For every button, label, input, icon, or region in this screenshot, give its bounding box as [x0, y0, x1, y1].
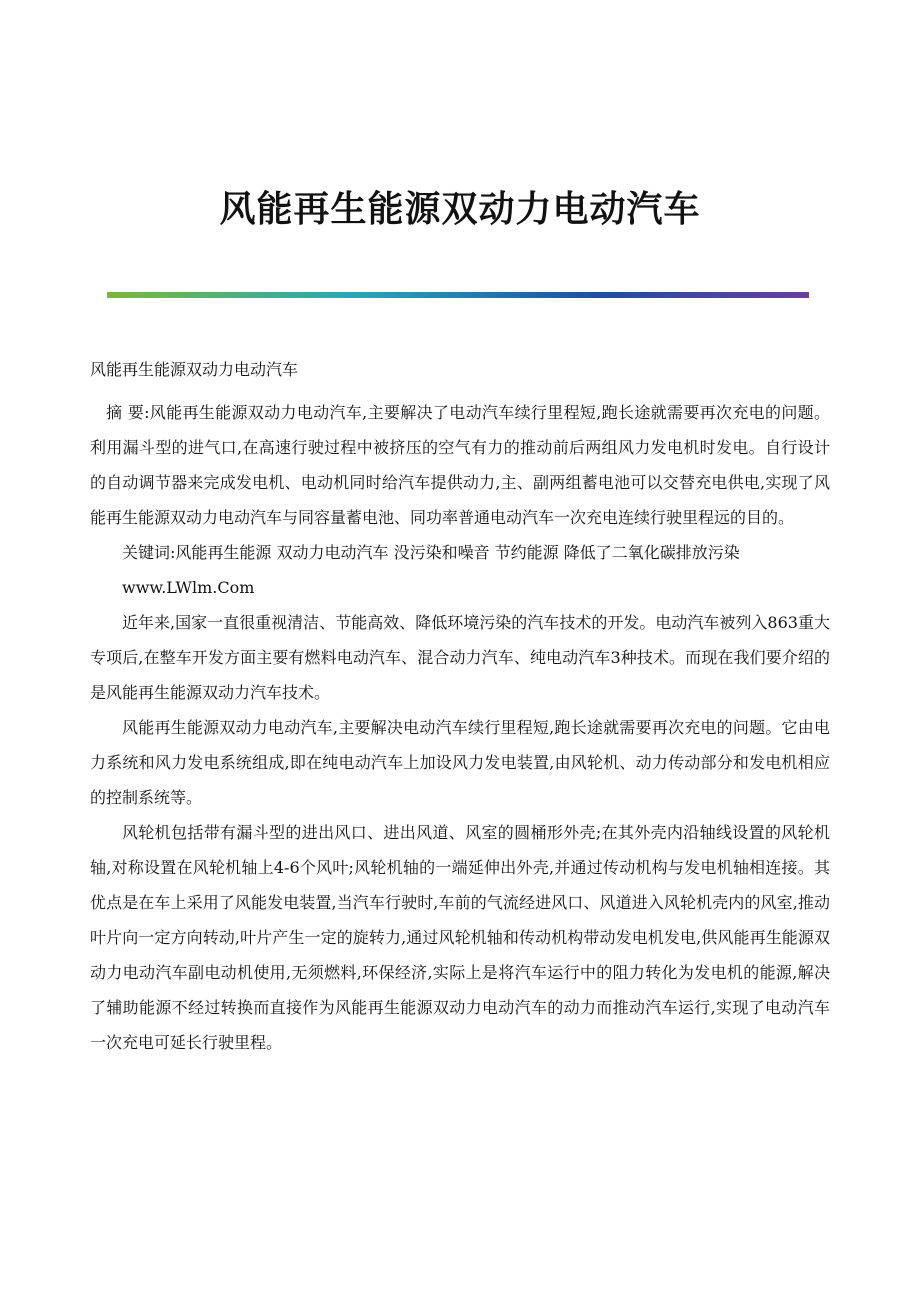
abstract-paragraph: 摘 要:风能再生能源双动力电动汽车,主要解决了电动汽车续行里程短,跑长途就需要再次充电的问题。利用漏斗型的进气口,在高速行驶过程中被挤压的空气有力的推动前后两组风力发电机时发电。自行设计的自动调节器来完成发电机、电动机同时给汽车提供动力,主、副两组蓄电池可以交替充电供电,实现了风能再生能源双动力电动汽车与同容量蓄电池、同功率普通电动汽车一次充电连续行驶里程远的目的。: [90, 403, 830, 527]
body-paragraph-3: 风轮机包括带有漏斗型的进出风口、进出风道、风室的圆桶形外壳;在其外壳内沿轴线设置的风轮机轴,对称设置在风轮机轴上4-6个风叶;风轮机轴的一端延伸出外壳,并通过传动机构与发电机轴相连接。其优点是在车上采用了风能发电装置,当汽车行驶时,车前的气流经进风口、风道进入风轮机壳内的风室,推动叶片向一定方向转动,叶片产生一定的旋转力,通过风轮机轴和传动机构带动发电机发电,供风能再生能源双动力电动汽车副电动机使用,无须燃料,环保经济,实际上是将汽车运行中的阻力转化为发电机的能源,解决了辅助能源不经过转换而直接作为风能再生能源双动力电动汽车的动力而推动汽车运行,实现了电动汽车一次充电可延长行驶里程。: [90, 823, 830, 1052]
title-divider: [107, 292, 809, 298]
keywords-paragraph: 关键词:风能再生能源 双动力电动汽车 没污染和噪音 节约能源 降低了二氧化碳排放污染: [122, 543, 740, 562]
document-title: 风能再生能源双动力电动汽车: [219, 188, 701, 230]
body-paragraph-1: 近年来,国家一直很重视清洁、节能高效、降低环境污染的汽车技术的开发。电动汽车被列入863重大专项后,在整车开发方面主要有燃料电动汽车、混合动力汽车、纯电动汽车3种技术。而现在我们要介绍的是风能再生能源双动力汽车技术。: [90, 613, 830, 702]
document-body: [90, 352, 830, 1060]
body-paragraph-2: 风能再生能源双动力电动汽车,主要解决电动汽车续行里程短,跑长途就需要再次充电的问题。它由电力系统和风力发电系统组成,即在纯电动汽车上加设风力发电装置,由风轮机、动力传动部分和发电机相应的控制系统等。: [90, 718, 830, 807]
subtitle: 风能再生能源双动力电动汽车: [90, 360, 299, 379]
source-url: www.LWlm.Com: [122, 578, 255, 597]
